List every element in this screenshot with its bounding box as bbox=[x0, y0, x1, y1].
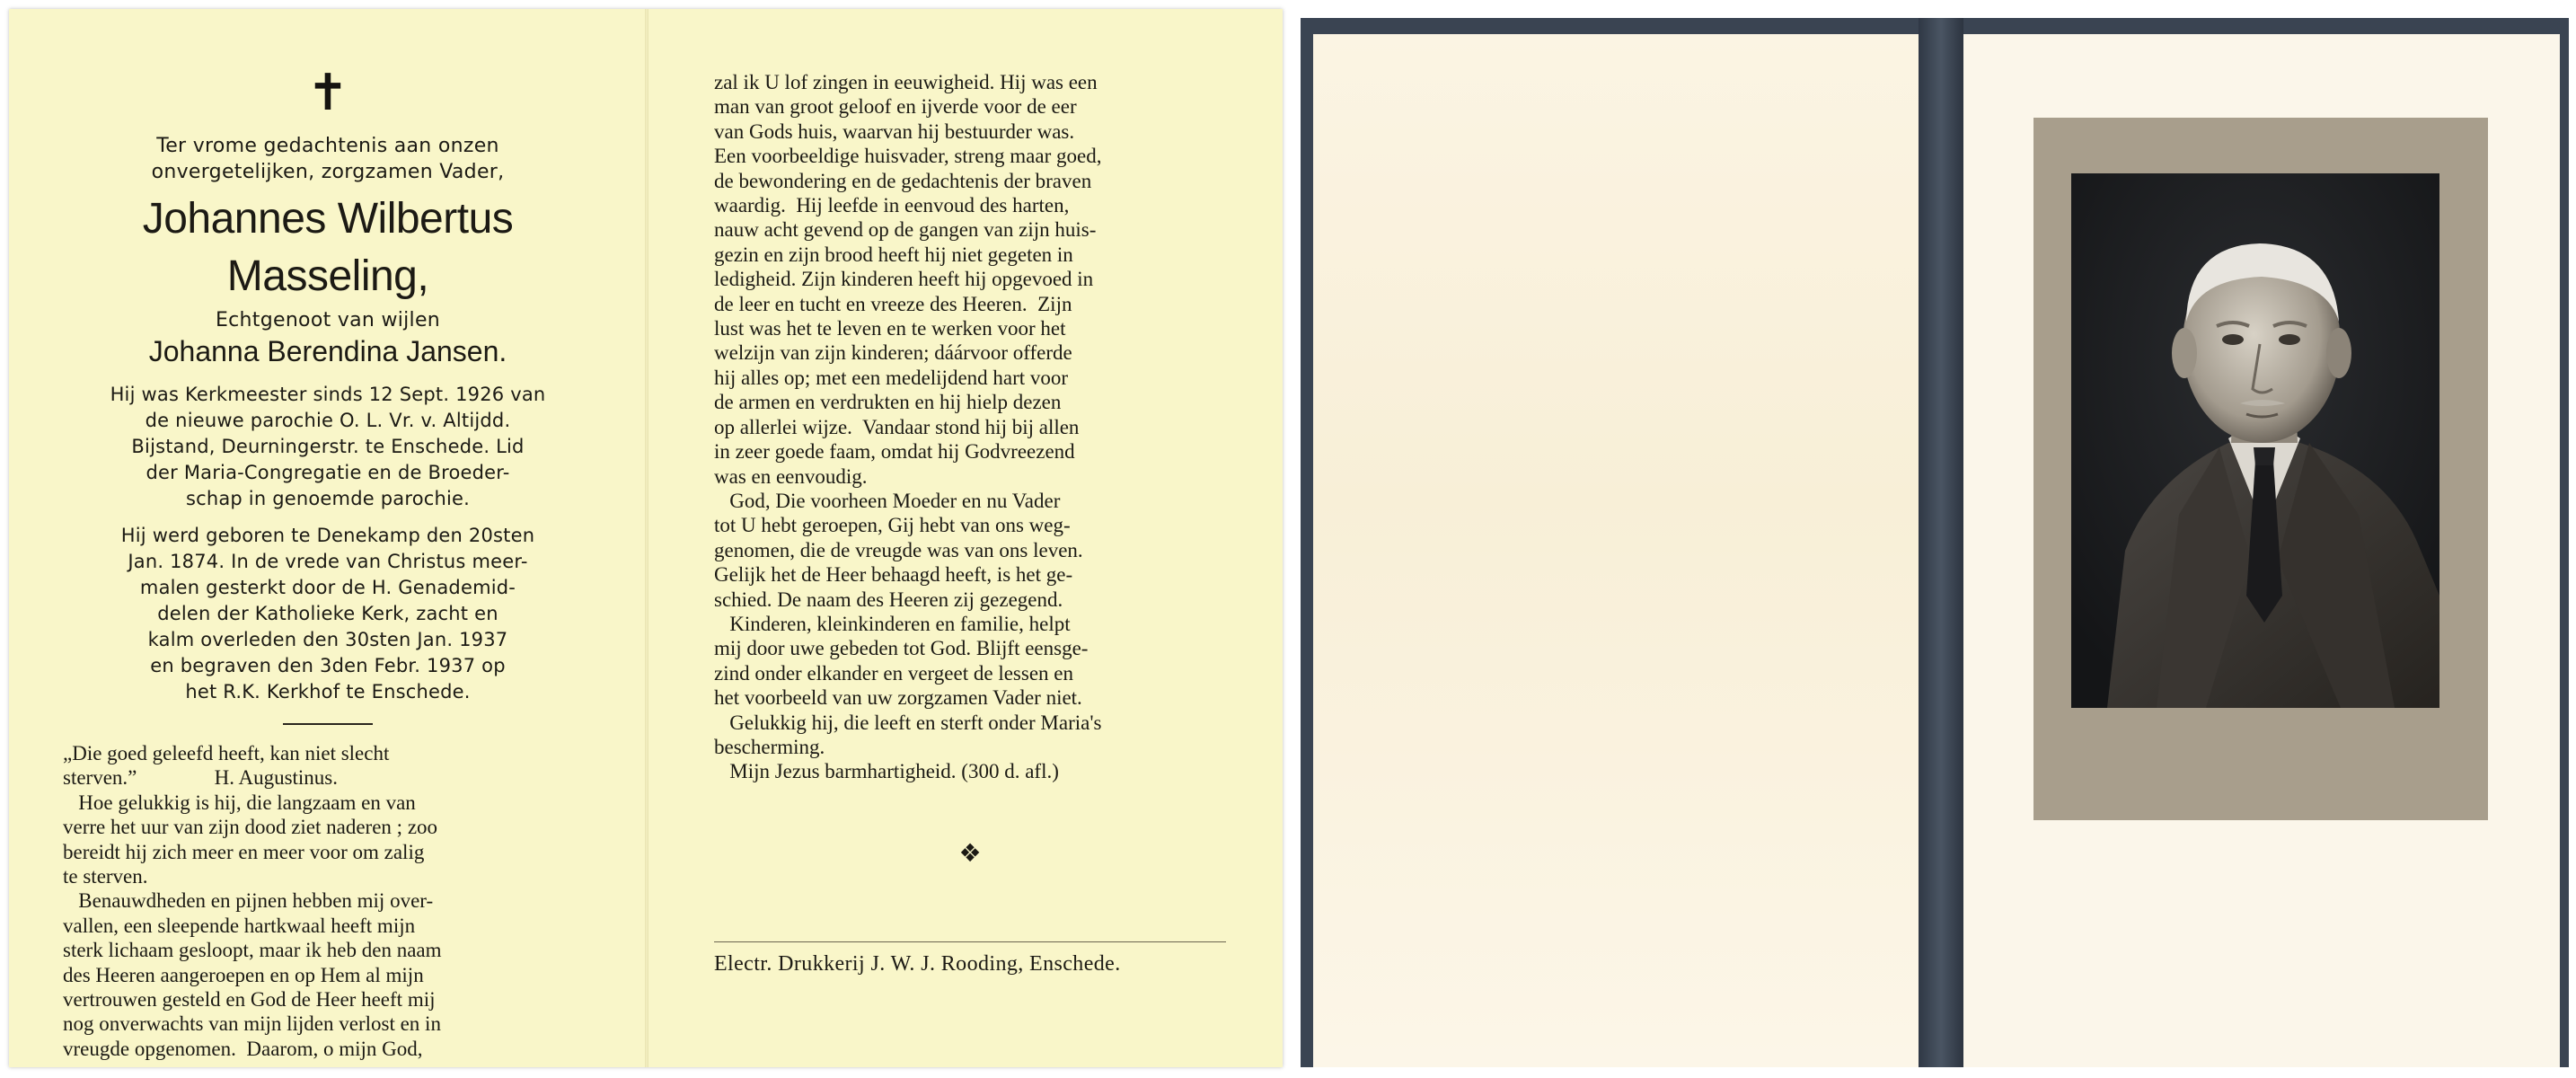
body-paragraph bbox=[714, 70, 1226, 784]
cross-icon: ✝ bbox=[306, 64, 349, 122]
quote-line: sterk lichaam gesloopt, maar ik heb den naam bbox=[63, 939, 442, 962]
intro-line: Ter vrome gedachtenis aan onzen bbox=[156, 135, 499, 157]
card-fold bbox=[645, 9, 648, 1067]
body-line: nauw acht gevend op de gangen van zijn huis- bbox=[714, 218, 1097, 242]
life-line: het R.K. Kerkhof te Enschede. bbox=[185, 681, 471, 702]
memorial-card-photo-side bbox=[1301, 18, 2569, 1067]
quote-line: te sterven. bbox=[63, 865, 148, 888]
quote-line: nog onverwachts van mijn lijden verlost en in bbox=[63, 1012, 441, 1036]
life-line: en begraven den 3den Febr. 1937 op bbox=[150, 655, 506, 676]
body-line: was en eenvoudig. bbox=[714, 464, 868, 488]
life-line: malen gesterkt door de H. Genademid- bbox=[139, 577, 516, 598]
bio-line: de nieuwe parochie O. L. Vr. v. Altijdd. bbox=[145, 410, 511, 431]
body-line: genomen, die de vreugde was van ons leven. bbox=[714, 538, 1083, 561]
body-line: de bewondering en de gedachtenis der braven bbox=[714, 169, 1092, 192]
body-line: Kinderen, kleinkinderen en familie, helpt bbox=[714, 612, 1071, 635]
life-line: Hij werd geboren te Denekamp den 20sten bbox=[120, 525, 535, 546]
quote-line: sterven.” H. Augustinus. bbox=[63, 766, 339, 790]
body-line: welzijn van zijn kinderen; dáárvoor offerde bbox=[714, 341, 1072, 365]
printer-divider bbox=[714, 941, 1226, 942]
bio-line: der Maria-Congregatie en de Broeder- bbox=[146, 462, 510, 483]
photo-mount bbox=[2033, 118, 2488, 820]
memorial-card-text-side bbox=[9, 9, 1283, 1067]
right-text-panel bbox=[714, 9, 1226, 1067]
quote-line: „Die goed geleefd heeft, kan niet slecht bbox=[63, 742, 390, 764]
body-line: de leer en tucht en vreeze des Heeren. Zijn bbox=[714, 292, 1072, 315]
quote-line: des Heeren aangeroepen en op Hem al mijn bbox=[63, 963, 424, 986]
body-line: mij door uwe gebeden tot God. Blijft eensge- bbox=[714, 637, 1089, 660]
life-line: kalm overleden den 30sten Jan. 1937 bbox=[147, 629, 508, 650]
quote-line: bereidt hij zich meer en meer voor om zalig bbox=[63, 840, 425, 863]
spouse-name: Johanna Berendina Jansen. bbox=[148, 335, 507, 367]
body-line: schied. De naam des Heeren zij gezegend. bbox=[714, 588, 1063, 611]
body-line: van Gods huis, waarvan hij bestuurder was. bbox=[714, 119, 1075, 143]
body-line: lust was het te leven en te werken voor het bbox=[714, 317, 1066, 340]
body-line: zal ik U lof zingen in eeuwigheid. Hij was een bbox=[714, 71, 1098, 93]
life-line: delen der Katholieke Kerk, zacht en bbox=[157, 603, 498, 624]
life-paragraph bbox=[63, 523, 593, 705]
portrait-illustration bbox=[2071, 173, 2439, 708]
body-line: op allerlei wijze. Vandaar stond hij bij allen bbox=[714, 415, 1080, 438]
body-line: Gelijk het de Heer behaagd heeft, is het ge- bbox=[714, 563, 1073, 587]
quote-line: vallen, een sleepende hartkwaal heeft mijn bbox=[63, 914, 416, 937]
body-line: ledigheid. Zijn kinderen heeft hij opgevoed in bbox=[714, 268, 1094, 291]
quote-line: Benauwdheden en pijnen hebben mij over- bbox=[63, 889, 434, 913]
portrait-photo bbox=[2071, 173, 2439, 708]
body-line: Mijn Jezus barmhartigheid. (300 d. afl.) bbox=[714, 760, 1059, 783]
quote-line: vreugde opgenomen. Daarom, o mijn God, bbox=[63, 1037, 423, 1060]
body-line: hij alles op; met een medelijdend hart voor bbox=[714, 366, 1069, 389]
intro-line: onvergetelijken, zorgzamen Vader, bbox=[151, 161, 505, 183]
bio-line: Hij was Kerkmeester sinds 12 Sept. 1926 van bbox=[110, 384, 546, 405]
quote-paragraph bbox=[63, 741, 593, 1061]
body-line: waardig. Hij leefde in eenvoud des harten, bbox=[714, 194, 1070, 217]
card-spine bbox=[1919, 18, 1963, 1067]
quote-line: verre het uur van zijn dood ziet naderen ; zoo bbox=[63, 816, 438, 839]
body-line: in zeer goede faam, omdat hij Godvreezend bbox=[714, 440, 1075, 464]
body-line: de armen en verdrukten en hij hielp dezen bbox=[714, 391, 1062, 414]
ornament-icon: ❖ bbox=[958, 837, 982, 868]
body-line: Gelukkig hij, die leeft en sterft onder Maria's bbox=[714, 711, 1102, 734]
printer-credit: Electr. Drukkerij J. W. J. Rooding, Enschede. bbox=[714, 952, 1121, 976]
body-line: zind onder elkander en vergeet de lessen en bbox=[714, 661, 1073, 685]
body-line: bescherming. bbox=[714, 735, 825, 758]
quote-line: Hoe gelukkig is hij, die langzaam en van bbox=[63, 791, 416, 814]
bio-line: schap in genoemde parochie. bbox=[185, 488, 471, 509]
body-line: man van groot geloof en ijverde voor de eer bbox=[714, 95, 1077, 119]
deceased-name: Johannes Wilbertus Masseling, bbox=[142, 195, 514, 300]
bio-paragraph bbox=[63, 382, 593, 512]
body-line: Een voorbeeldige huisvader, streng maar goed, bbox=[714, 145, 1102, 168]
body-line: gezin en zijn brood heeft hij niet gegeten in bbox=[714, 243, 1073, 266]
body-line: God, Die voorheen Moeder en nu Vader bbox=[714, 489, 1061, 512]
body-line: het voorbeeld van uw zorgzamen Vader niet. bbox=[714, 686, 1082, 710]
spouse-label: Echtgenoot van wijlen bbox=[215, 309, 441, 331]
quote-line: vertrouwen gesteld en God de Heer heeft mij bbox=[63, 988, 436, 1012]
body-line: tot U hebt geroepen, Gij hebt van ons weg- bbox=[714, 514, 1071, 537]
left-text-panel bbox=[63, 9, 593, 1067]
life-line: Jan. 1874. In de vrede van Christus meer- bbox=[128, 551, 528, 572]
blank-inner-page bbox=[1313, 34, 1919, 1067]
bio-line: Bijstand, Deurningerstr. te Enschede. Lid bbox=[131, 436, 525, 457]
divider bbox=[283, 723, 373, 725]
